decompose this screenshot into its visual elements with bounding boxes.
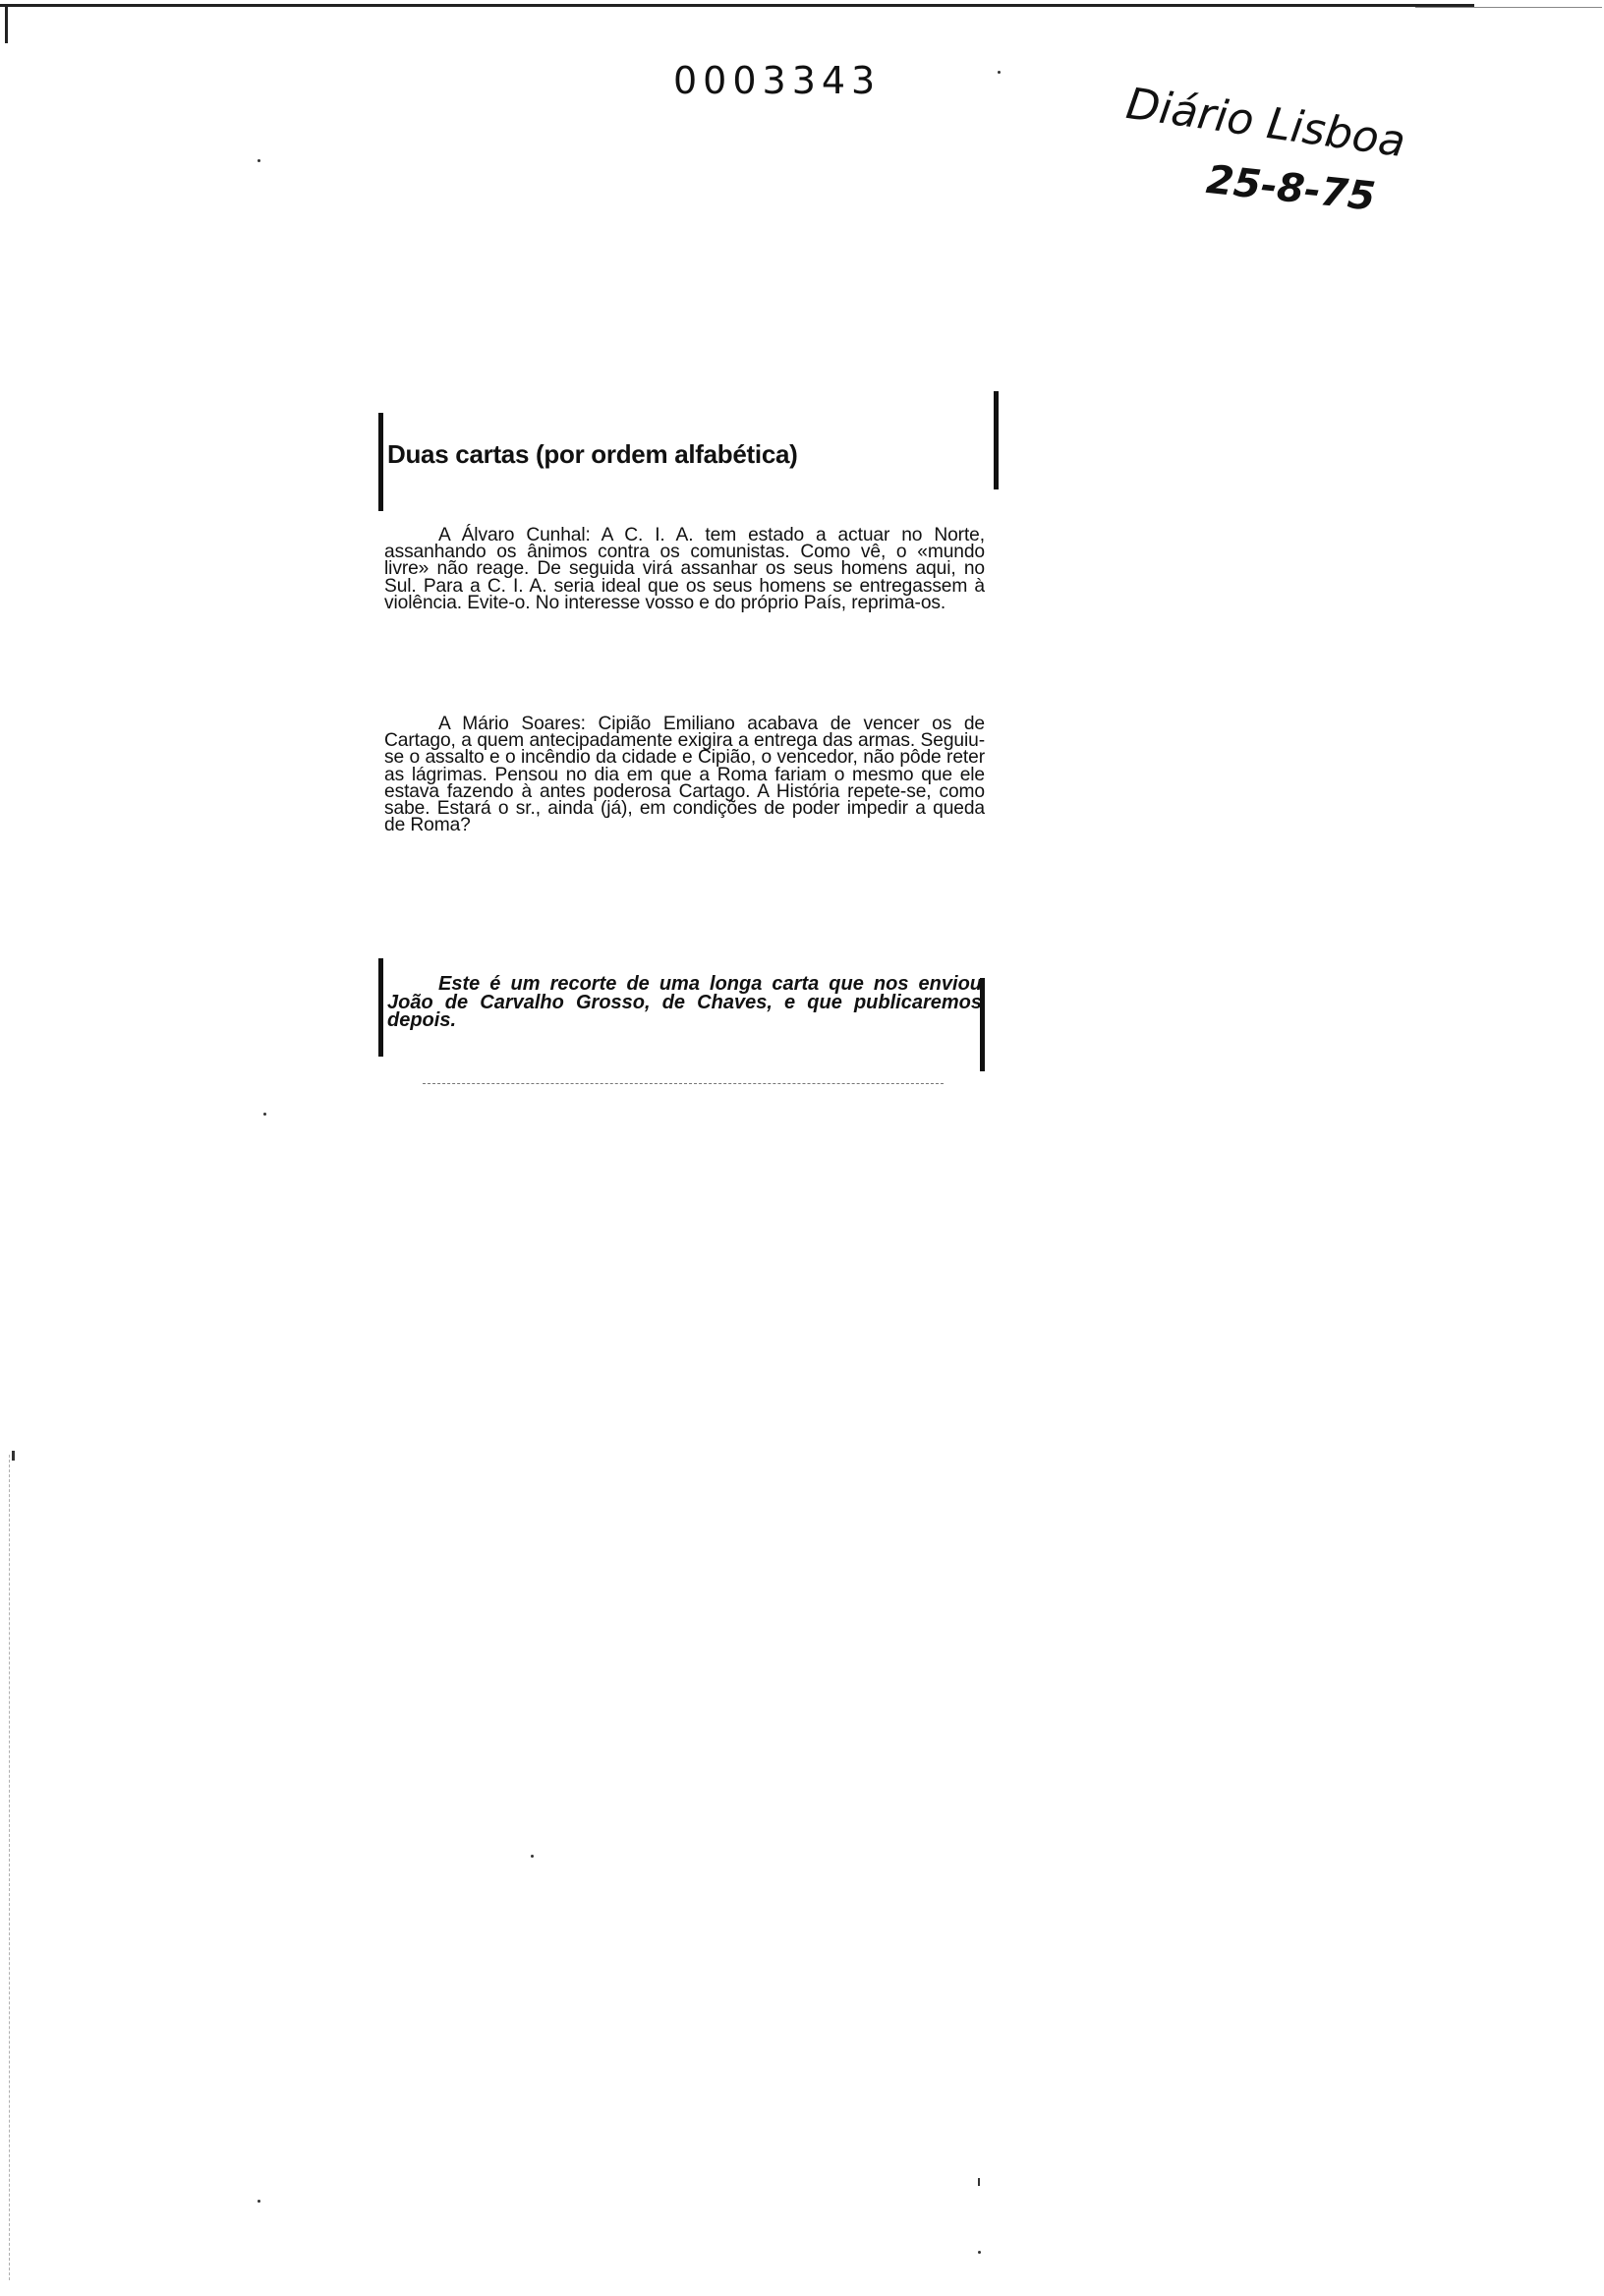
scan-speck — [998, 71, 1001, 74]
scan-speck — [263, 1113, 266, 1116]
letter-to-soares: A Mário Soares: Cipião Emiliano acabava de vencer os de Cartago, a quem antecipadamente exigira a entrega das armas. Seguiu-se o assalto e o incêndio da cidade e Cipião, o vencedor, não pôde reter as lágrimas. Pensou no dia em que a Roma fariam o mesmo que ele estava fazendo à antes poderosa Cartago. A História repete-se, como sabe. Estará o sr., ainda (já), em condições de poder impedir a queda de Roma? — [384, 714, 985, 836]
scan-edge-top-right — [1415, 7, 1602, 8]
scan-speck — [978, 2178, 980, 2186]
scan-speck — [531, 1855, 534, 1858]
handwritten-source: Diário Lisboa — [1122, 79, 1408, 168]
clipping-bracket-left-top — [378, 413, 383, 511]
scan-edge-left — [5, 4, 8, 43]
scan-speck — [978, 2251, 981, 2254]
handwritten-date: 25-8-75 — [1204, 157, 1378, 220]
clipping-cut-line — [423, 1083, 944, 1084]
editor-note: Este é um recorte de uma longa carta que nos enviou João de Carvalho Grosso, de Chaves, e que publicaremos depois. — [387, 973, 982, 1031]
clipping-title: Duas cartas (por ordem alfabética) — [387, 439, 798, 469]
handwritten-archive-number: 0003343 — [673, 59, 882, 102]
scan-speck — [12, 1451, 15, 1461]
scan-edge-left-dashed — [9, 1455, 10, 2280]
scan-speck — [258, 2200, 260, 2203]
clipping-bracket-right-top — [994, 391, 999, 489]
scan-speck — [258, 159, 260, 162]
scan-edge-top — [0, 4, 1474, 7]
clipping-bracket-left-bottom — [378, 958, 383, 1057]
letter-to-cunhal: A Álvaro Cunhal: A C. I. A. tem estado a actuar no Norte, assanhando os ânimos contra os comunistas. Como vê, o «mundo livre» não reage. De seguida virá assanhar os seus homens aqui, no Sul. Para a C. I. A. seria ideal que os seus homens se entregassem à violência. Evite-o. No interesse vosso e do próprio País, reprima-os. — [384, 525, 985, 613]
